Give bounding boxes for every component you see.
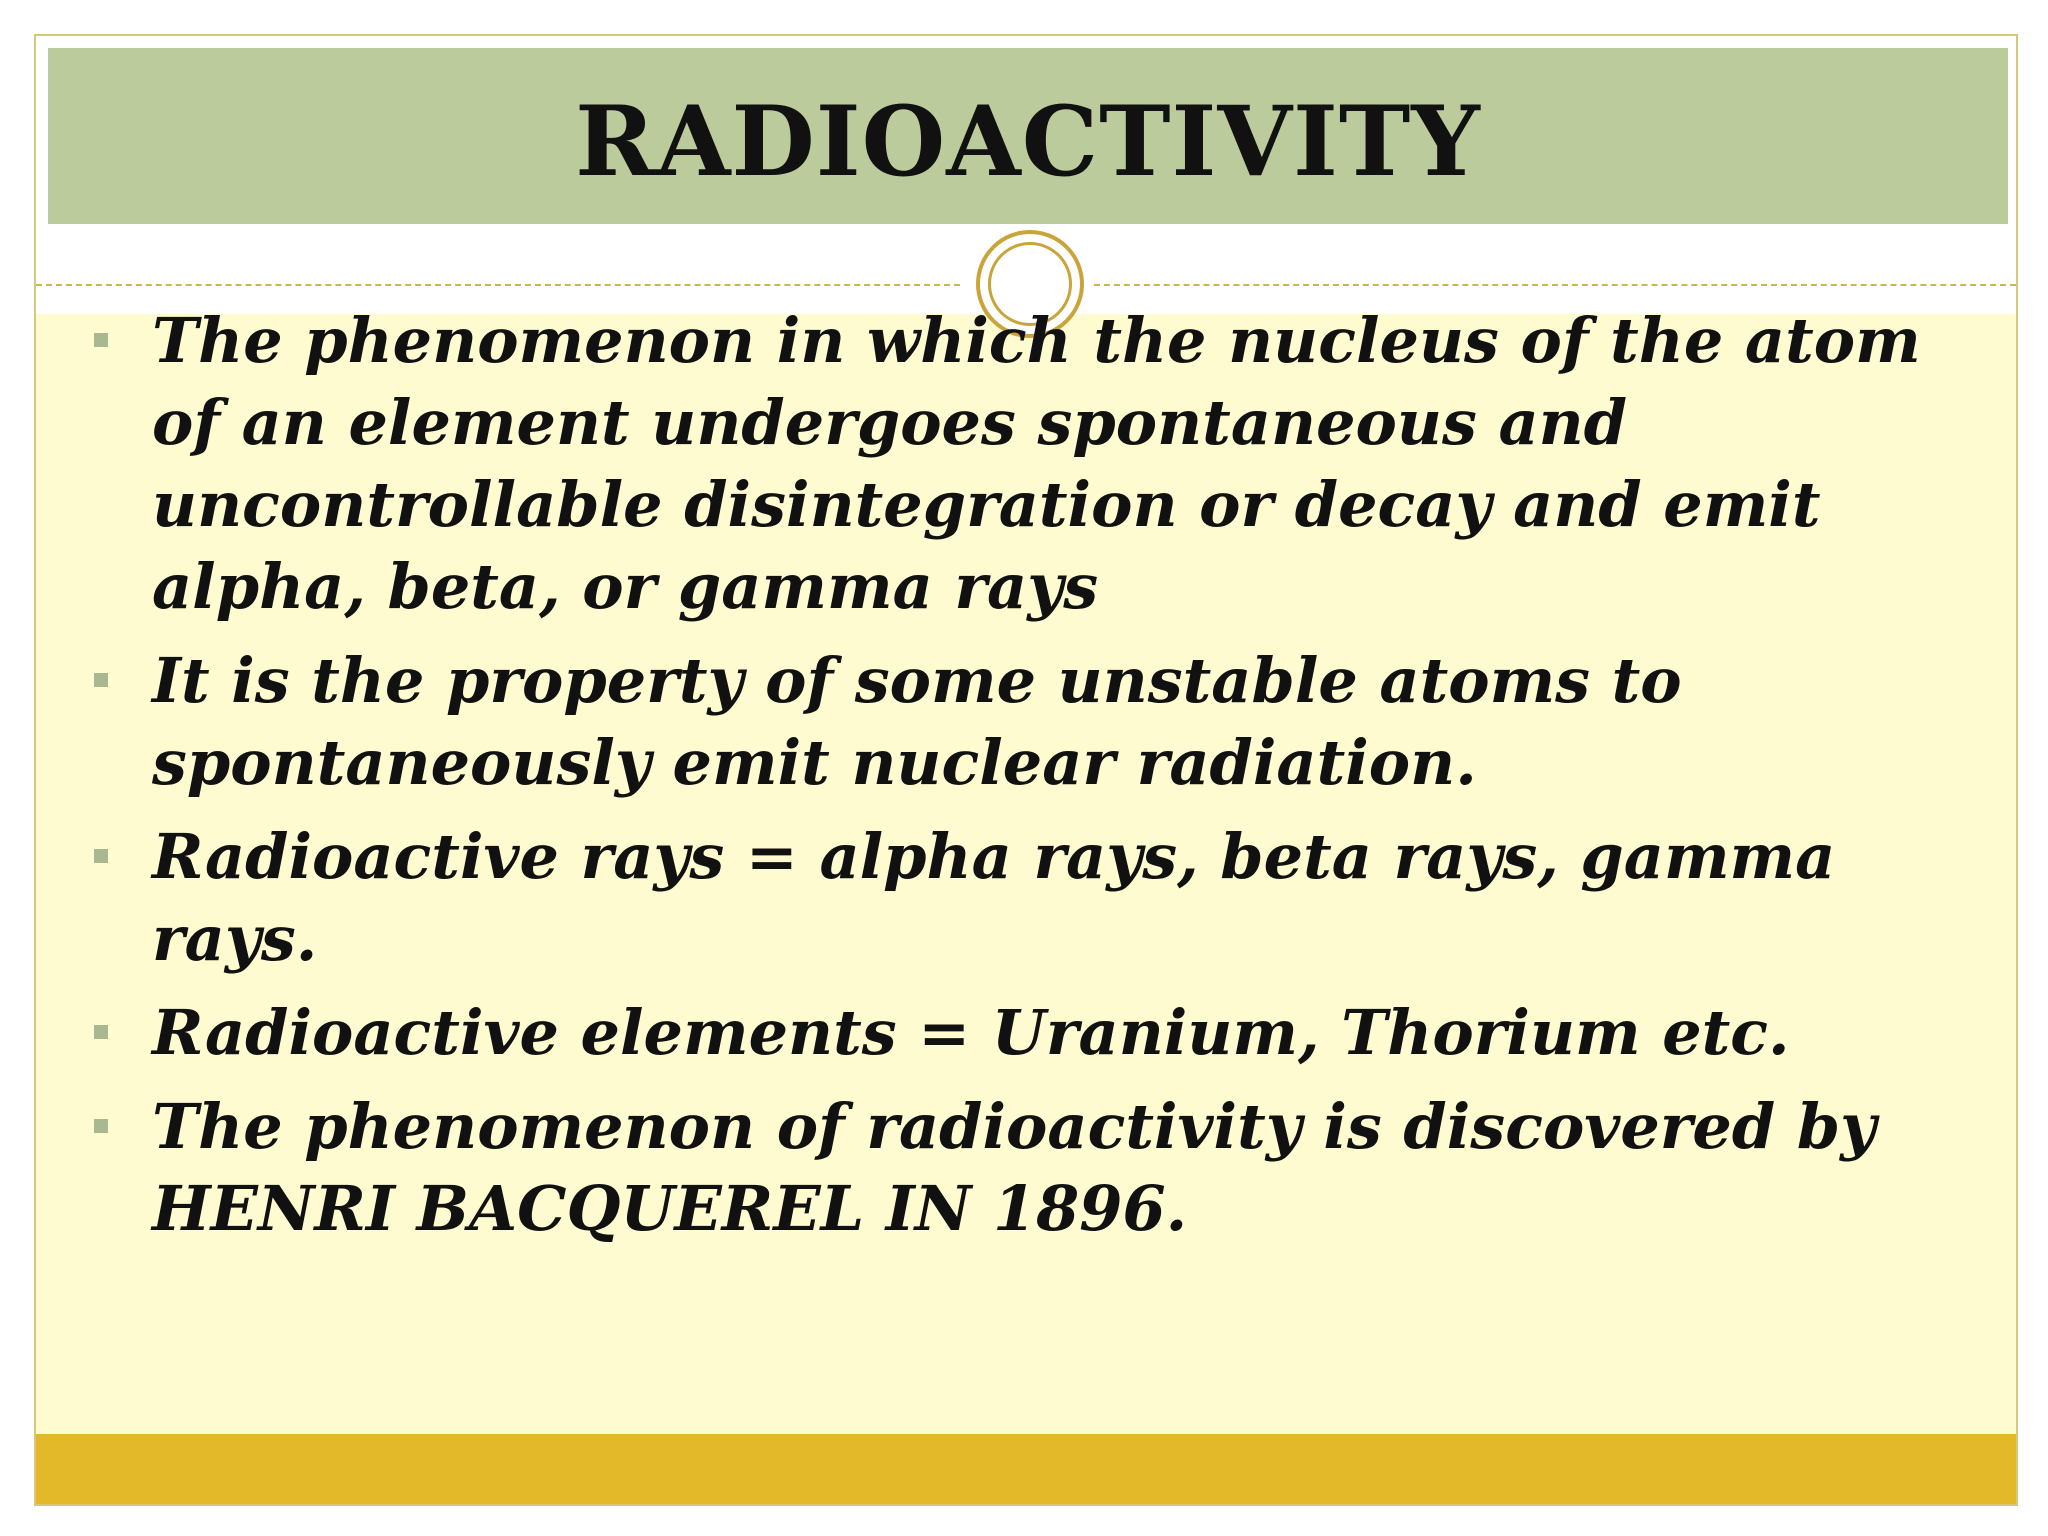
square-bullet-icon	[94, 673, 108, 687]
bottom-band	[36, 1434, 2016, 1504]
bullet-text: Radioactive rays = alpha rays, beta rays, gamma rays.	[152, 820, 1836, 975]
bullet-item	[90, 640, 1970, 804]
bullet-item	[90, 300, 1970, 628]
square-bullet-icon	[94, 1025, 108, 1039]
bullet-item	[90, 992, 1970, 1074]
bullet-text: It is the property of some unstable atoms to spontaneously emit nuclear radiation.	[152, 644, 1682, 799]
title-band	[48, 48, 2008, 224]
slide-title: RADIOACTIVITY	[575, 84, 1481, 198]
bullet-text: Radioactive elements = Uranium, Thorium etc.	[152, 996, 1790, 1069]
square-bullet-icon	[94, 333, 108, 347]
bullet-list	[90, 300, 1970, 1262]
square-bullet-icon	[94, 1119, 108, 1133]
bullet-text: The phenomenon of radioactivity is discovered by HENRI BACQUEREL IN 1896.	[152, 1090, 1877, 1245]
bullet-text: The phenomenon in which the nucleus of the atom of an element undergoes spontaneous and uncontrollable disintegration or decay and emit alpha, beta, or gamma rays	[152, 304, 1921, 623]
bullet-item	[90, 1086, 1970, 1250]
divider-line-right	[1094, 284, 2016, 286]
divider-line-left	[36, 284, 960, 286]
square-bullet-icon	[94, 849, 108, 863]
bullet-item	[90, 816, 1970, 980]
